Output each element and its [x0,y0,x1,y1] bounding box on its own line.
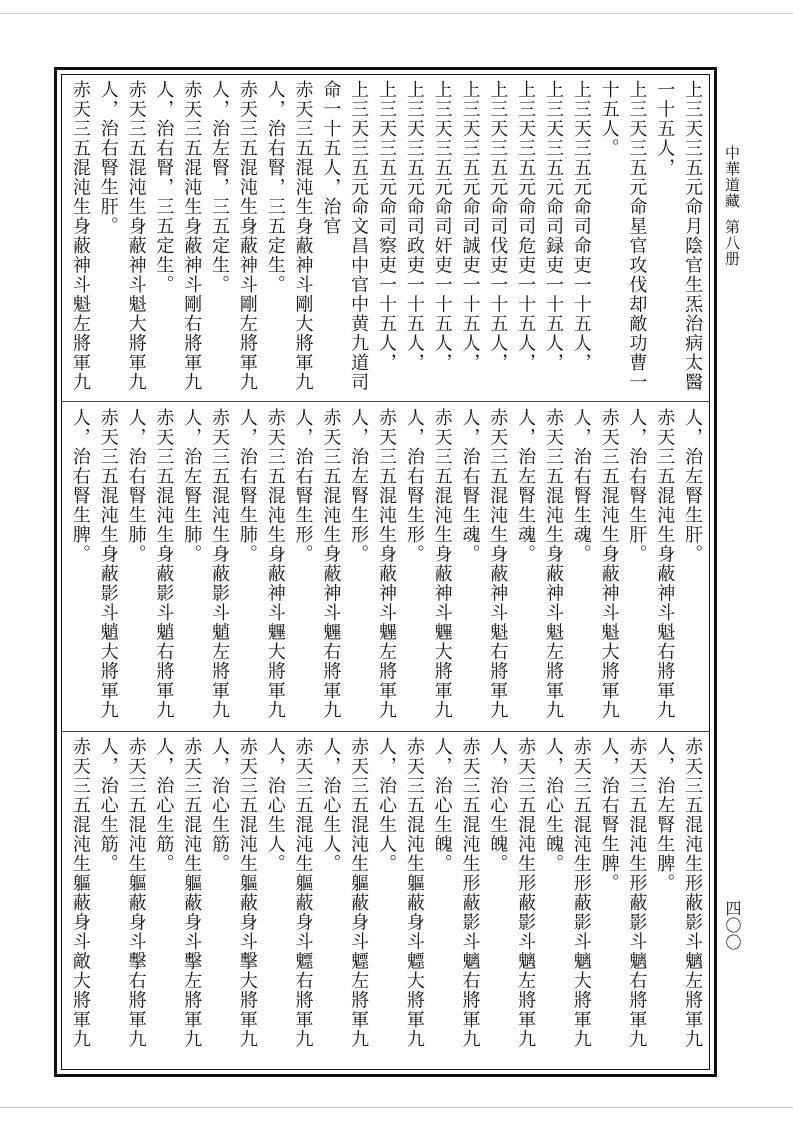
text-band-top [66,80,706,396]
text-column: 赤天三五混沌生軀蔽身斗魒右將軍九 [292,737,314,1049]
text-column: 上三天三五元命司政吏一十五人， [403,80,425,373]
text-column: 人，治心生魄。 [542,737,564,874]
text-column: 赤天三五混沌生形蔽影斗魑右將軍九 [626,737,648,1049]
text-column: 赤天三五混沌生身蔽神斗魓大將軍九 [264,408,286,720]
text-column: 赤天三五混沌生軀蔽身斗擊左將軍九 [181,737,203,1049]
text-column: 赤天三五混沌生軀蔽身斗魒左將軍九 [348,737,370,1049]
text-column: 人，治右腎生肝。 [626,408,648,564]
text-column: 上三天三五元命司誠吏一十五人， [459,80,481,373]
text-column: 上三天三五元命星官攻伐却敵功曹一 [626,80,648,392]
text-column: 人，治右腎，三五定生。 [264,80,286,295]
text-column: 赤天三五混沌生身蔽神斗魁右將軍九 [654,408,676,720]
text-column: 人，治心生人。 [376,737,397,874]
text-column: 赤天三五混沌生形蔽影斗魑左將軍九 [682,737,704,1049]
text-column: 人，治右腎生脾。 [69,408,91,564]
text-column: 上三天三五元命司伐吏一十五人， [487,80,509,373]
text-column: 人，治右腎，三五定生。 [153,80,175,295]
text-column: 人，治右腎生形。 [292,408,314,564]
text-column: 人，治左腎生肝。 [682,408,704,564]
text-column: 赤天三五混沌生身蔽神斗魁大將軍九 [125,80,147,392]
text-column: 上三天三五元命司察吏一十五人， [376,80,397,373]
text-column: 人，治右腎生肝。 [97,80,119,236]
text-column: 赤天三五混沌生身蔽影斗魈大將軍九 [97,408,119,720]
text-column: 赤天三五混沌生形蔽影斗魑右將軍九 [459,737,481,1049]
text-column: 赤天三五混沌生軀蔽身斗魒大將軍九 [403,737,425,1049]
text-column: 人，治右腎生形。 [403,408,425,564]
book-title: 中華道藏 [723,145,741,209]
text-column: 十五人。 [598,80,620,158]
text-band-bottom [66,737,706,1063]
text-column: 上三天三五元命司奸吏一十五人， [431,80,453,373]
text-column: 人，治右腎生肺。 [236,408,258,564]
text-column: 人，治左腎生魂。 [515,408,537,564]
text-column: 赤天三五混沌生身蔽神斗剛大將軍九 [292,80,314,392]
text-column: 赤天三五混沌生身蔽神斗魁左將軍九 [69,80,91,392]
text-column: 赤天三五混沌生身蔽神斗剛左將軍九 [236,80,258,392]
volume-label: 第八册 [723,219,741,267]
text-column: 赤天三五混沌生身蔽神斗魓右將軍九 [320,408,342,720]
text-column: 赤天三五混沌生身蔽神斗剛右將軍九 [181,80,203,392]
text-column: 一十五人， [654,80,676,178]
text-column: 人，治左腎，三五定生。 [209,80,231,295]
band-divider-1 [62,401,709,402]
running-header [721,145,743,267]
text-column: 赤天三五混沌生軀蔽身斗敵大將軍九 [69,737,91,1049]
text-column: 赤天三五混沌生形蔽影斗魑大將軍九 [570,737,592,1049]
text-column: 赤天三五混沌生形蔽影斗魑左將軍九 [515,737,537,1049]
text-column: 赤天三五混沌生身蔽神斗魓左將軍九 [376,408,397,720]
text-column: 命一十五人，治官 [320,80,342,236]
text-column: 赤天三五混沌生身蔽影斗魈右將軍九 [153,408,175,720]
top-rule [0,13,793,14]
text-column: 人，治心生魄。 [431,737,453,874]
band-divider-2 [62,731,709,732]
text-column: 人，治右腎生肺。 [125,408,147,564]
text-column: 上三天三五元命司録吏一十五人， [542,80,564,373]
text-column: 人，治心生人。 [264,737,286,874]
text-column: 人，治左腎生肺。 [181,408,203,564]
text-column: 赤天三五混沌生軀蔽身斗擊大將軍九 [236,737,258,1049]
text-band-middle [66,408,706,726]
text-column: 人，治心生筋。 [209,737,231,874]
text-column: 人，治右腎生脾。 [598,737,620,893]
text-column: 上三天三五元命司命吏一十五人， [570,80,592,373]
text-column: 上三天三五元命文昌中官中黄九道司 [348,80,370,392]
text-column: 上三天三五元命司危吏一十五人， [515,80,537,373]
text-column: 人，治右腎生魂。 [459,408,481,564]
bottom-rule [0,1107,793,1108]
text-column: 人，治心生筋。 [153,737,175,874]
text-column: 人，治心生人。 [320,737,342,874]
text-column: 赤天三五混沌生身蔽神斗魁左將軍九 [542,408,564,720]
text-column: 赤天三五混沌生身蔽神斗魓大將軍九 [431,408,453,720]
text-column: 人，治心生筋。 [97,737,119,874]
text-column: 赤天三五混沌生身蔽神斗魁大將軍九 [598,408,620,720]
text-column: 人，治左腎生脾。 [654,737,676,893]
text-column: 上三天三五元命月陰官生炁治病太醫 [682,80,704,392]
text-column: 人，治左腎生形。 [348,408,370,564]
text-column: 人，治心生魄。 [487,737,509,874]
page-number: 四〇〇 [723,900,742,951]
text-column: 赤天三五混沌生軀蔽身斗擊右將軍九 [125,737,147,1049]
text-column: 人，治右腎生魂。 [570,408,592,564]
text-column: 赤天三五混沌生身蔽神斗魁右將軍九 [487,408,509,720]
text-column: 赤天三五混沌生身蔽影斗魈左將軍九 [209,408,231,720]
